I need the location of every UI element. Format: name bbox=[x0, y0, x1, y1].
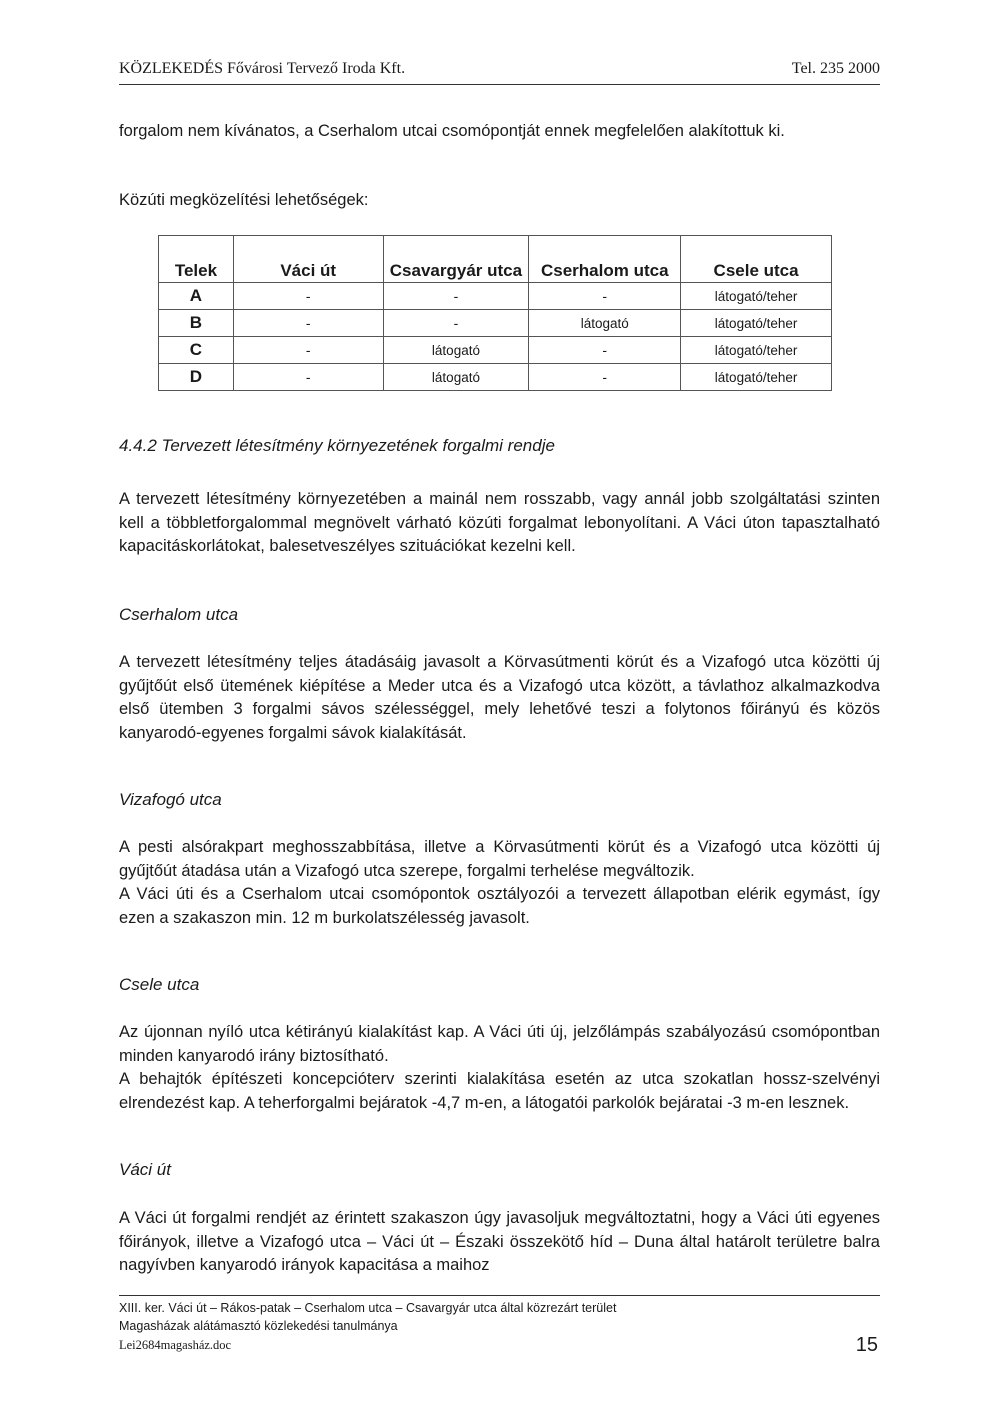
vaci-paragraph: A Váci út forgalmi rendjét az érintett szakaszon úgy javasoljuk megváltoztatni, hogy a Váci úti egyenes főirányok, illetve a Vizafogó utca – Váci út – Északi összekötő híd – Duna által határolt területre balra nagyívben kanyarodó irányok kapacitása a maihoz bbox=[119, 1209, 880, 1274]
table-cell: D bbox=[159, 364, 234, 391]
section-paragraph-block bbox=[119, 488, 880, 559]
vizafogo-paragraph-block bbox=[119, 836, 880, 930]
table-cell: - bbox=[233, 283, 383, 310]
table-cell: látogató bbox=[383, 337, 529, 364]
access-caption: Közúti megközelítési lehetőségek: bbox=[119, 191, 369, 209]
table-cell: C bbox=[159, 337, 234, 364]
table-row bbox=[159, 337, 832, 364]
table-cell: látogató bbox=[383, 364, 529, 391]
table-cell: - bbox=[383, 310, 529, 337]
vizafogo-heading: Vizafogó utca bbox=[119, 790, 222, 809]
csele-paragraph-block bbox=[119, 1021, 880, 1115]
footer-line-2: Magasházak alátámasztó közlekedési tanulmánya bbox=[119, 1319, 398, 1333]
vizafogo-paragraph-2: A Váci úti és a Cserhalom utcai csomópontok osztályozói a tervezett állapotban elérik egymást, így ezen a szakaszon min. 12 m burkolatszélesség javasolt. bbox=[119, 885, 880, 927]
table-row bbox=[159, 364, 832, 391]
cserhalom-paragraph-block bbox=[119, 651, 880, 745]
footer-line-1: XIII. ker. Váci út – Rákos-patak – Cserhalom utca – Csavargyár utca által közrezárt terület bbox=[119, 1301, 617, 1315]
section-paragraph: A tervezett létesítmény környezetében a mainál nem rosszabb, vagy annál jobb szolgáltatási szinten kell a többletforgalommal megnövelt várható közúti forgalmat lebonyolítani. A Váci úton tapasztalható kapacitáskorlátokat, balesetveszélyes szituációkat kezelni kell. bbox=[119, 490, 880, 555]
table-row bbox=[159, 283, 832, 310]
csele-paragraph-1: Az újonnan nyíló utca kétirányú kialakítást kap. A Váci úti új, jelzőlámpás szabályozású csomópontban minden kanyarodó irány biztosítható. bbox=[119, 1023, 880, 1065]
intro-block bbox=[119, 120, 880, 144]
table-cell: látogató/teher bbox=[681, 283, 832, 310]
table-cell: B bbox=[159, 310, 234, 337]
table-cell: - bbox=[233, 337, 383, 364]
header-phone: Tel. 235 2000 bbox=[791, 60, 880, 77]
table-cell: - bbox=[233, 364, 383, 391]
table-header-row bbox=[159, 236, 832, 283]
header-csele-utca: Csele utca bbox=[681, 236, 832, 283]
page-header bbox=[119, 60, 880, 85]
page-footer bbox=[119, 1295, 880, 1355]
access-table bbox=[158, 235, 832, 391]
table-cell: látogató/teher bbox=[681, 310, 832, 337]
table-cell: látogató/teher bbox=[681, 337, 832, 364]
section-heading: 4.4.2 Tervezett létesítmény környezetének forgalmi rendje bbox=[119, 436, 555, 455]
cserhalom-heading: Cserhalom utca bbox=[119, 605, 239, 624]
csele-paragraph-2: A behajtók építészeti koncepcióterv szerinti kialakítása esetén az utca szokatlan hossz-szelvényi elrendezést kap. A teherforgalmi bejáratok -4,7 m-en, a látogatói parkolók bejáratai -3 m-en lesznek. bbox=[119, 1070, 880, 1112]
cserhalom-paragraph: A tervezett létesítmény teljes átadásáig javasolt a Körvasútmenti körút és a Vizafogó utca közötti új gyűjtőút első ütemének kiépítése a Meder utca és a Vizafogó utca között, a távlathoz alkalmazkodva első ütemben 3 forgalmi sávos szélességgel, mely lehetővé teszi a folytonos főirányú és közös kanyarodó-egyenes forgalmi sávok kialakítását. bbox=[119, 653, 880, 742]
header-vaci-ut: Váci út bbox=[233, 236, 383, 283]
table-cell: A bbox=[159, 283, 234, 310]
footer-filename: Lei2684magasház.doc bbox=[119, 1338, 232, 1352]
csele-heading: Csele utca bbox=[119, 975, 200, 994]
intro-paragraph: forgalom nem kívánatos, a Cserhalom utcai csomópontját ennek megfelelően alakítottuk ki. bbox=[119, 122, 785, 140]
header-cserhalom-utca: Cserhalom utca bbox=[529, 236, 681, 283]
table-cell: - bbox=[383, 283, 529, 310]
table-cell: - bbox=[529, 283, 681, 310]
access-caption-block bbox=[119, 189, 880, 213]
vaci-paragraph-block bbox=[119, 1207, 880, 1278]
header-company: KÖZLEKEDÉS Fővárosi Tervező Iroda Kft. bbox=[119, 60, 406, 77]
header-telek: Telek bbox=[159, 236, 234, 283]
header-csavargyar-utca: Csavargyár utca bbox=[383, 236, 529, 283]
table-cell: - bbox=[233, 310, 383, 337]
table-cell: - bbox=[529, 364, 681, 391]
table-cell: látogató bbox=[529, 310, 681, 337]
table-cell: - bbox=[529, 337, 681, 364]
vaci-heading: Váci út bbox=[119, 1160, 171, 1179]
table-cell: látogató/teher bbox=[681, 364, 832, 391]
table-row bbox=[159, 310, 832, 337]
vizafogo-paragraph-1: A pesti alsórakpart meghosszabbítása, illetve a Körvasútmenti körút és a Vizafogó utca közötti új gyűjtőút átadása után a Vizafogó utca szerepe, forgalmi terhelése megváltozik. bbox=[119, 838, 880, 880]
page-number: 15 bbox=[855, 1334, 878, 1356]
